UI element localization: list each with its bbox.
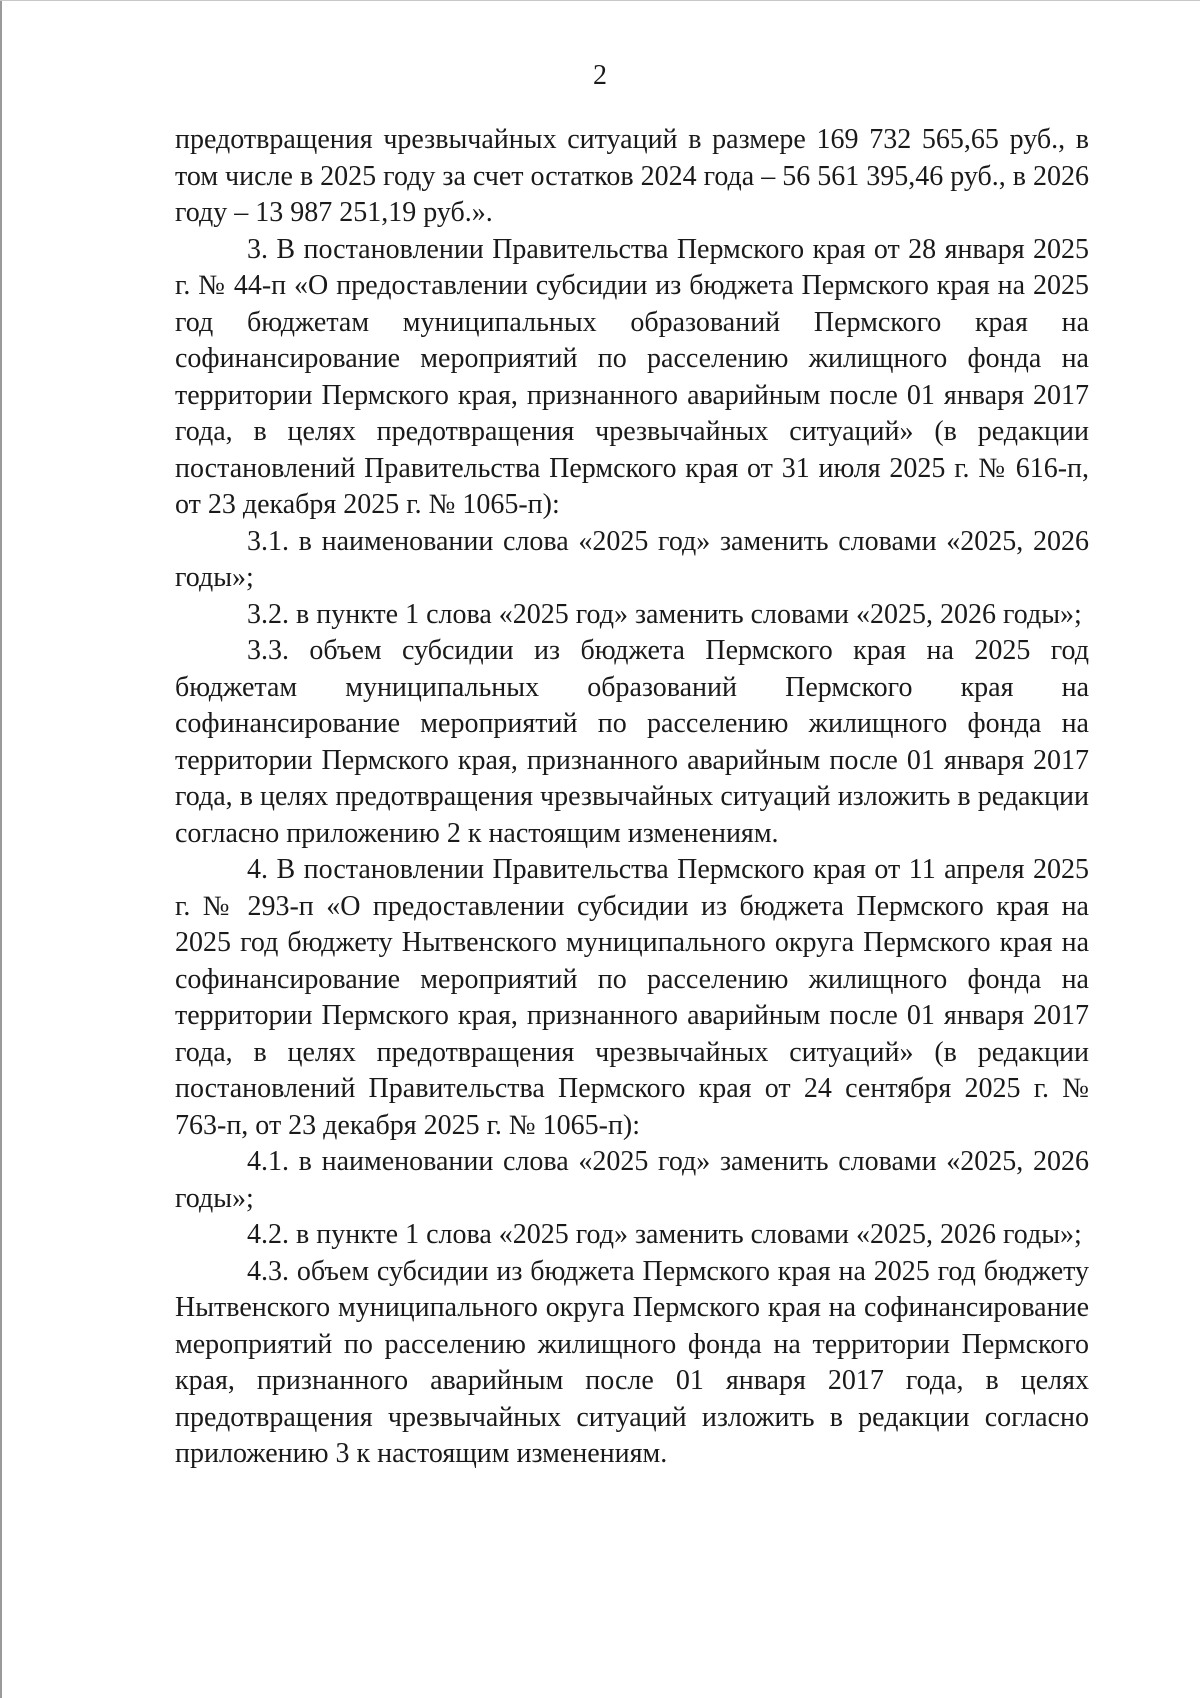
paragraph-item-3-3: 3.3. объем субсидии из бюджета Пермского края на 2025 год бюджетам муниципальных образований Пермского края на софинансирование мероприятий по расселению жилищного фонда на территории Пермского края, признанного аварийным после 01 января 2017 года, в целях предотвращения чрезвычайных ситуаций изложить в редакции согласно приложению 2 к настоящим изменениям. xyxy=(175,635,1089,849)
scan-edge-left xyxy=(0,0,2,1698)
page-number: 2 xyxy=(593,60,607,91)
paragraph-item-4-3: 4.3. объем субсидии из бюджета Пермского края на 2025 год бюджету Нытвенского муниципального округа Пермского края на софинансирование мероприятий по расселению жилищного фонда на территории Пермского края, признанного аварийным после 01 января 2017 года, в целях предотвращения чрезвычайных ситуаций изложить в редакции согласно приложению 3 к настоящим изменениям. xyxy=(175,1255,1089,1469)
paragraph-continuation: предотвращения чрезвычайных ситуаций в размере 169 732 565,65 руб., в том числе в 2025 году за счет остатков 2024 года – 56 561 395,46 руб., в 2026 году – 13 987 251,19 руб.». xyxy=(175,124,1089,228)
paragraph-item-4: 4. В постановлении Правительства Пермского края от 11 апреля 2025 г. № 293-п «О предоставлении субсидии из бюджета Пермского края на 2025 год бюджету Нытвенского муниципального округа Пермского края на софинансирование мероприятий по расселению жилищного фонда на территории Пермского края, признанного аварийным после 01 января 2017 года, в целях предотвращения чрезвычайных ситуаций» (в редакции постановлений Правительства Пермского края от 24 сентября 2025 г. № 763-п, от 23 декабря 2025 г. № 1065-п): xyxy=(175,854,1089,1141)
scan-edge-top xyxy=(0,0,1200,1)
paragraph-item-4-1: 4.1. в наименовании слова «2025 год» заменить словами «2025, 2026 годы»; xyxy=(175,1146,1089,1214)
paragraph-item-3-1: 3.1. в наименовании слова «2025 год» заменить словами «2025, 2026 годы»; xyxy=(175,525,1089,593)
document-body xyxy=(175,122,1089,1473)
paragraph-item-3: 3. В постановлении Правительства Пермского края от 28 января 2025 г. № 44-п «О предоставлении субсидии из бюджета Пермского края на 2025 год бюджетам муниципальных образований Пермского края на софинансирование мероприятий по расселению жилищного фонда на территории Пермского края, признанного аварийным после 01 января 2017 года, в целях предотвращения чрезвычайных ситуаций» (в редакции постановлений Правительства Пермского края от 31 июля 2025 г. № 616-п, от 23 декабря 2025 г. № 1065-п): xyxy=(175,233,1089,520)
paragraph-item-3-2: 3.2. в пункте 1 слова «2025 год» заменить словами «2025, 2026 годы»; xyxy=(247,598,1082,630)
paragraph-item-4-2: 4.2. в пункте 1 слова «2025 год» заменить словами «2025, 2026 годы»; xyxy=(247,1219,1082,1250)
